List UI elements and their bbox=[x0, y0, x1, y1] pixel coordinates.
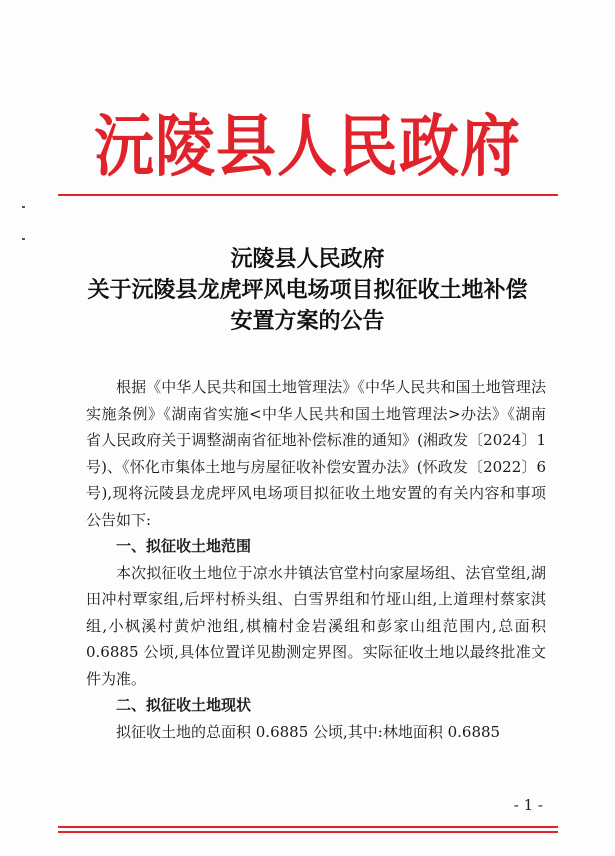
notice-body bbox=[86, 374, 546, 745]
scan-speck bbox=[22, 206, 25, 208]
intro-paragraph: 根据《中华人民共和国土地管理法》《中华人民共和国土地管理法实施条例》《湖南省实施<中华人民共和国土地管理法>办法》《湖南省人民政府关于调整湖南省征地补偿标准的通知》(湘政发〔2024〕1号)、《怀化市集体土地与房屋征收补偿安置办法》(怀政发〔2022〕6号),现将沅陵县龙虎坪风电场项目拟征收土地安置的有关内容和事项公告如下: bbox=[86, 378, 546, 529]
footer-red-rule-top bbox=[58, 826, 558, 828]
title-line-1: 沅陵县人民政府 bbox=[230, 246, 385, 272]
masthead-title: 沅陵县人民政府 bbox=[94, 107, 521, 187]
section-2-heading: 二、拟征收土地现状 bbox=[116, 696, 252, 714]
scan-speck bbox=[22, 238, 25, 240]
notice-title bbox=[0, 244, 615, 337]
section-1-paragraph: 本次拟征收土地位于凉水井镇法官堂村向家屋场组、法官堂组,湖田冲村覃家组,后坪村桥头组、白雪界组和竹垭山组,上道理村蔡家淇组,小枫溪村黄炉池组,棋楠村金岩溪组和彭家山组范围内,总面积 0.6885 公顷,具体位置详见勘测定界图。实际征收土地以最终批准文件为准。 bbox=[86, 563, 546, 688]
section-1-heading: 一、拟征收土地范围 bbox=[116, 537, 252, 555]
page-number: - 1 - bbox=[513, 796, 543, 814]
footer-red-rule-bottom bbox=[58, 831, 558, 833]
masthead-red-rule bbox=[58, 194, 558, 196]
title-line-3: 安置方案的公告 bbox=[230, 308, 385, 334]
section-2-paragraph: 拟征收土地的总面积 0.6885 公顷,其中:林地面积 0.6885 bbox=[116, 722, 501, 741]
title-line-2: 关于沅陵县龙虎坪风电场项目拟征收土地补偿 bbox=[87, 277, 528, 303]
